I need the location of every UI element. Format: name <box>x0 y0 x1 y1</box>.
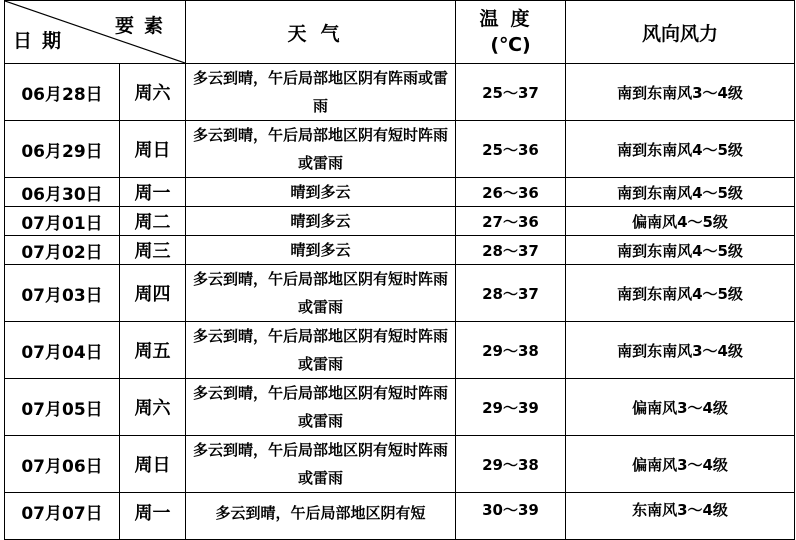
date-cell: 07月05日 <box>5 379 120 436</box>
table-row <box>5 493 795 540</box>
temperature-header <box>456 1 566 64</box>
date-cell: 07月01日 <box>5 207 120 236</box>
weekday-cell: 周三 <box>120 236 186 265</box>
temperature-cell: 26～36 <box>456 178 566 207</box>
temperature-header-label: 温度 <box>479 8 542 30</box>
weather-cell: 多云到晴，午后局部地区阴有阵雨或雷雨 <box>186 64 456 121</box>
date-cell: 07月07日 <box>5 493 120 540</box>
corner-label-date: 日期 <box>13 30 72 52</box>
weather-cell: 多云到晴，午后局部地区阴有短时阵雨或雷雨 <box>186 436 456 493</box>
temperature-cell: 28～37 <box>456 236 566 265</box>
date-cell: 07月03日 <box>5 265 120 322</box>
table-row <box>5 379 795 436</box>
table-row <box>5 265 795 322</box>
weekday-cell: 周一 <box>120 493 186 540</box>
weekday-cell: 周六 <box>120 379 186 436</box>
corner-header-cell <box>5 1 186 64</box>
table-row <box>5 207 795 236</box>
weather-cell: 多云到晴，午后局部地区阴有短时阵雨或雷雨 <box>186 322 456 379</box>
table-row <box>5 322 795 379</box>
wind-cell: 偏南风3～4级 <box>566 379 795 436</box>
weekday-cell: 周日 <box>120 436 186 493</box>
forecast-table <box>4 0 795 540</box>
wind-cell: 偏南风3～4级 <box>566 436 795 493</box>
weather-cell: 多云到晴，午后局部地区阴有短时阵雨或雷雨 <box>186 265 456 322</box>
corner-label-elements: 要素 <box>114 15 173 37</box>
wind-cell: 南到东南风3～4级 <box>566 64 795 121</box>
temperature-cell: 28～37 <box>456 265 566 322</box>
temperature-cell: 29～38 <box>456 322 566 379</box>
table-row <box>5 121 795 178</box>
weekday-cell: 周四 <box>120 265 186 322</box>
temperature-cell: 29～39 <box>456 379 566 436</box>
date-cell: 06月30日 <box>5 178 120 207</box>
weekday-cell: 周日 <box>120 121 186 178</box>
wind-cell: 偏南风4～5级 <box>566 207 795 236</box>
wind-cell: 南到东南风3～4级 <box>566 322 795 379</box>
temperature-cell: 30～39 <box>456 493 566 540</box>
temperature-cell: 27～36 <box>456 207 566 236</box>
weather-cell: 晴到多云 <box>186 207 456 236</box>
date-cell: 07月02日 <box>5 236 120 265</box>
header-row <box>5 1 795 64</box>
table-row <box>5 64 795 121</box>
wind-header: 风向风力 <box>566 1 795 64</box>
weather-header: 天气 <box>186 1 456 64</box>
temperature-cell: 29～38 <box>456 436 566 493</box>
weather-cell: 多云到晴，午后局部地区阴有短 <box>186 493 456 540</box>
wind-cell: 南到东南风4～5级 <box>566 178 795 207</box>
wind-cell: 东南风3～4级 <box>566 493 795 540</box>
table-row <box>5 436 795 493</box>
temperature-cell: 25～37 <box>456 64 566 121</box>
wind-cell: 南到东南风4～5级 <box>566 236 795 265</box>
weather-cell: 晴到多云 <box>186 236 456 265</box>
table-row <box>5 236 795 265</box>
date-cell: 07月06日 <box>5 436 120 493</box>
weekday-cell: 周五 <box>120 322 186 379</box>
weather-cell: 多云到晴，午后局部地区阴有短时阵雨或雷雨 <box>186 379 456 436</box>
weekday-cell: 周六 <box>120 64 186 121</box>
date-cell: 07月04日 <box>5 322 120 379</box>
date-cell: 06月29日 <box>5 121 120 178</box>
table-row <box>5 178 795 207</box>
weekday-cell: 周二 <box>120 207 186 236</box>
weather-cell: 多云到晴，午后局部地区阴有短时阵雨或雷雨 <box>186 121 456 178</box>
wind-cell: 南到东南风4～5级 <box>566 121 795 178</box>
temperature-cell: 25～36 <box>456 121 566 178</box>
date-cell: 06月28日 <box>5 64 120 121</box>
wind-cell: 南到东南风4～5级 <box>566 265 795 322</box>
temperature-header-unit: (℃) <box>490 34 531 56</box>
weather-cell: 晴到多云 <box>186 178 456 207</box>
weekday-cell: 周一 <box>120 178 186 207</box>
